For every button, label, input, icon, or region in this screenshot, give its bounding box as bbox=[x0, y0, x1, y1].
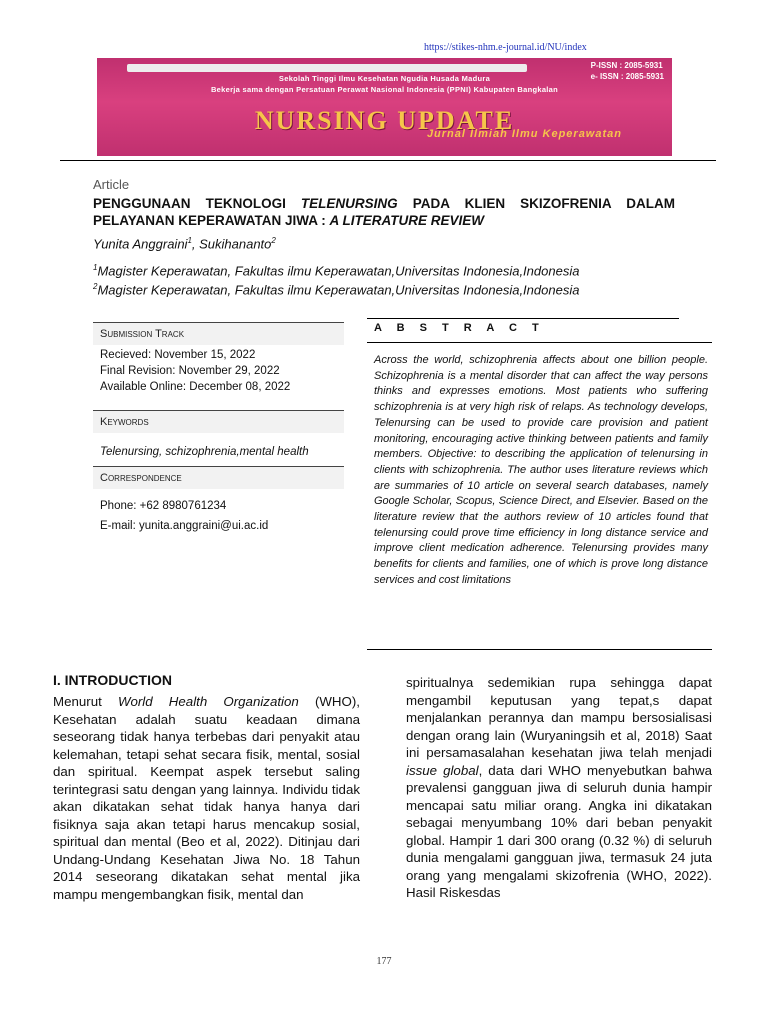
body-text: spiritualnya sedemikian rupa sehingga dapat mengambil keputusan yang tepat,s dapat menjalankan perannya dan mampu bersosialisasi dengan orang lain (Wuryaningsih et al, 2018) Saat ini persamasalahan kesehatan jiwa telah menjadi bbox=[406, 675, 712, 760]
title-part: PADA KLIEN SKIZOFRENIA DALAM PELAYANAN KEPERAWATAN JIWA : bbox=[93, 196, 675, 228]
body-text: Menurut bbox=[53, 694, 118, 709]
journal-logo-text: NURSING UPDATE bbox=[254, 106, 515, 135]
email-text[interactable]: E-mail: yunita.anggraini@ui.ac.id bbox=[100, 520, 269, 532]
title-part-italic: A LITERATURE REVIEW bbox=[329, 213, 485, 228]
body-text: (WHO), Kesehatan adalah suatu keadaan dimana seseorang tidak hanya terbebas dari penyakit atau kelemahan, tetapi sehat secara fisik, mental, sosial dan spiritual. Keempat aspek tersebut saling terintegrasi satu dengan yang lainnya. Individu tidak akan dikatakan sehat tidak hanya hanya dari fisiknya saja akan tetapi harus mencakup sosial, spiritual dan mental (Beo et al, 2022). Ditinjau dari Undang-Undang Kesehatan Jiwa No. 18 Tahun 2014 seseorang dikatakan sehat mental jika mampu mengembangkan fisik, mental dan bbox=[53, 694, 360, 902]
author-sup: 2 bbox=[271, 236, 276, 245]
keywords-heading: Keywords bbox=[93, 410, 344, 433]
correspondence-heading: Correspondence bbox=[93, 466, 344, 489]
article-title bbox=[93, 195, 675, 229]
e-issn: e- ISSN : 2085-5931 bbox=[590, 72, 664, 81]
affiliation-2 bbox=[93, 282, 579, 297]
affiliation-1 bbox=[93, 263, 579, 278]
title-part: PENGGUNAAN TEKNOLOGI bbox=[93, 196, 301, 211]
author-sup: 1 bbox=[187, 236, 192, 245]
body-text-italic: World Health Organization bbox=[117, 694, 299, 709]
cooperation-text: Bekerja sama dengan Persatuan Perawat Nasional Indonesia (PPNI) Kabupaten Bangkalan bbox=[210, 85, 559, 94]
header-divider bbox=[60, 160, 716, 161]
page-number: 177 bbox=[376, 956, 392, 967]
abstract-heading-rule bbox=[367, 342, 712, 343]
p-issn: P-ISSN : 2085-5931 bbox=[590, 61, 663, 70]
affiliation-sup: 1 bbox=[93, 263, 98, 272]
author-list bbox=[93, 236, 276, 251]
affiliation-text: Magister Keperawatan, Fakultas ilmu Keperawatan,Universitas Indonesia,Indonesia bbox=[97, 263, 580, 279]
author-name: Yunita Anggraini bbox=[93, 236, 188, 252]
abstract-text: Across the world, schizophrenia affects about one billion people. Schizophrenia is a mental disorder that can affect the way persons thinks and expresses emotions. Most patients who suffering schizophrenia is at very high risk of relaps. As technology develops, Telenursing can be used to provide care provision and patient monitoring, encouraging active thinking between patients and family members. Objective: to describing the application of telenursing in clients with schizophrenia. The author uses literature reviews which are summaries of 10 article on several search databases, namely Google Scholar, Scopus, Science Direct, and Elsevier. Based on the literature review that the authors review of 10 articles found that telenursing could prove time efficiency in long distance service and improve client medication adherence. Telenursing provides many benefits for clients and families, one of which is prove long distance services and cost limitations bbox=[374, 354, 708, 586]
introduction-heading: I. INTRODUCTION bbox=[53, 672, 172, 688]
banner-decor-bar bbox=[127, 64, 527, 72]
title-part-italic: TELENURSING bbox=[300, 196, 398, 211]
phone-text: Phone: +62 8980761234 bbox=[100, 500, 227, 512]
abstract-top-rule bbox=[367, 318, 679, 319]
article-type-label: Article bbox=[93, 177, 130, 192]
body-text: , data dari WHO menyebutkan bahwa prevalensi gangguan jiwa di seluruh dunia hampir mencapai satu miliar orang. Angka ini dikatakan sebagai menyumbang 10% dari beban penyakit global. Hampir 1 dari 300 orang (0.32 %) di seluruh dunia mengalami gangguan jiwa, termasuk 24 juta orang yang mengalami skizofrenia (WHO, 2022). Hasil Riskesdas bbox=[406, 762, 713, 900]
body-text-italic: issue global bbox=[406, 762, 479, 778]
abstract-bottom-rule bbox=[367, 649, 712, 650]
body-column-left bbox=[53, 693, 360, 903]
received-date: Recieved: November 15, 2022 bbox=[100, 349, 256, 361]
abstract-heading: A B S T R A C T bbox=[374, 322, 545, 334]
journal-url-link[interactable]: https://stikes-nhm.e-journal.id/NU/index bbox=[424, 42, 587, 53]
online-date: Available Online: December 08, 2022 bbox=[100, 381, 291, 393]
institution-name: Sekolah Tinggi Ilmu Kesehatan Ngudia Husada Madura bbox=[278, 74, 491, 83]
author-name: , Sukihananto bbox=[191, 236, 272, 252]
journal-subtitle: Jurnal Ilmiah Ilmu Keperawatan bbox=[426, 128, 622, 140]
submission-dates bbox=[100, 347, 290, 395]
revision-date: Final Revision: November 29, 2022 bbox=[100, 365, 280, 377]
body-column-right bbox=[406, 674, 712, 902]
keywords-text: Telenursing, schizophrenia,mental health bbox=[100, 446, 309, 458]
affiliation-text: Magister Keperawatan, Fakultas ilmu Keperawatan,Universitas Indonesia,Indonesia bbox=[97, 282, 580, 298]
affiliation-sup: 2 bbox=[93, 282, 98, 291]
journal-banner bbox=[97, 58, 672, 156]
submission-track-heading: Submission Track bbox=[93, 322, 344, 345]
